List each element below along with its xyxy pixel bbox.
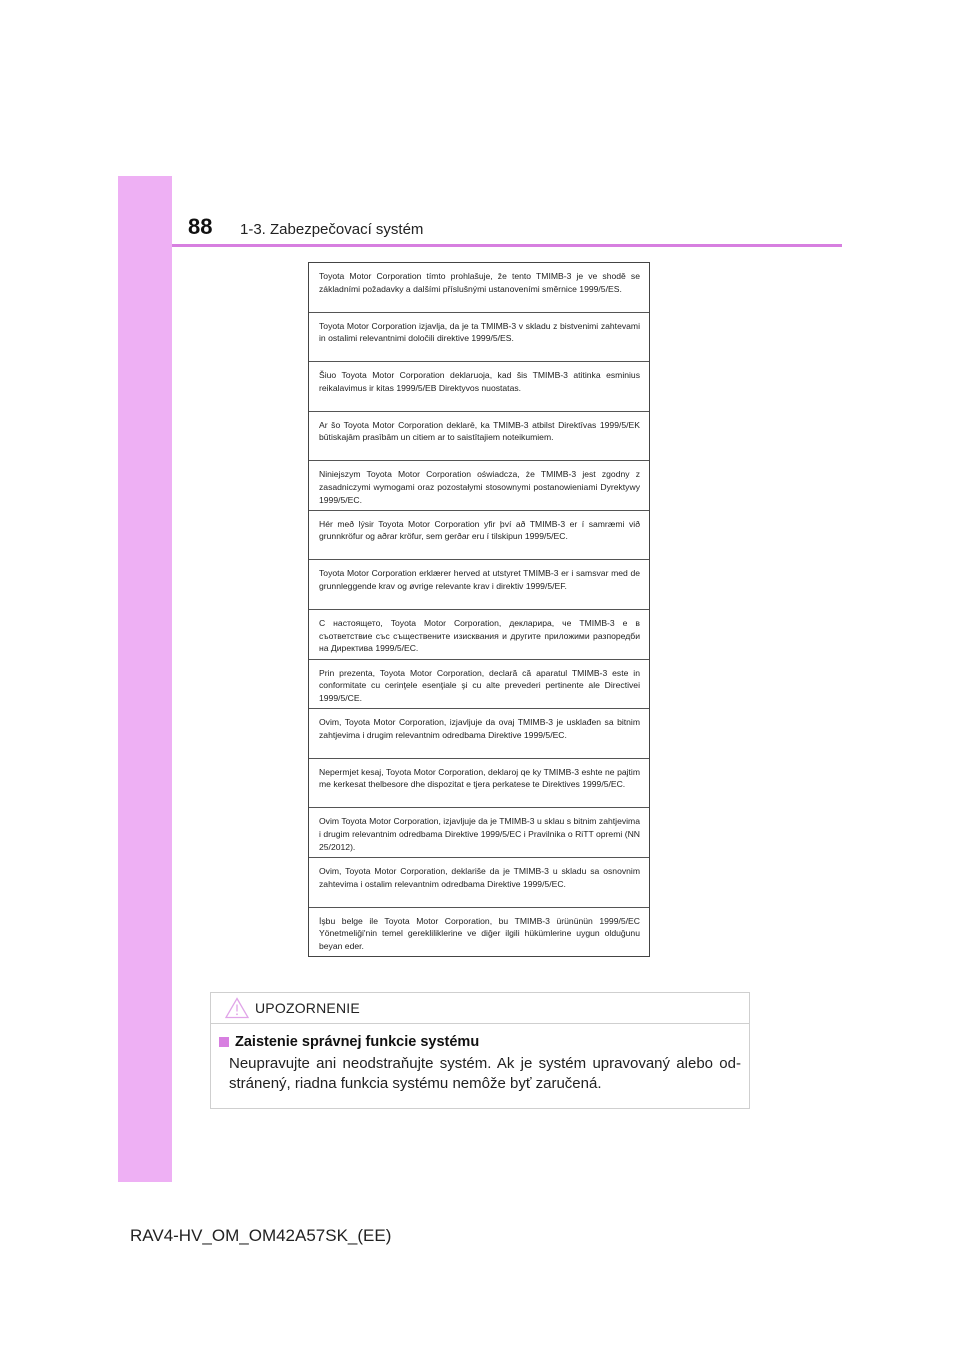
declaration-czech: Toyota Motor Corporation tímto prohlašuje, že tento TMIMB-3 je ve shodě se základními požadavky a dalšími příslušnými ustanoveními směrnice 1999/5/ES.	[309, 263, 649, 313]
header-rule	[172, 244, 842, 247]
declaration-bosnian: Ovim, Toyota Motor Corporation, izjavljuje da ovaj TMIMB-3 je usklađen sa bitnim zahtjevima i drugim relevantnim odredbama Direktive 1999/5/EC.	[309, 709, 649, 759]
declaration-romanian: Prin prezenta, Toyota Motor Corporation, declară că aparatul TMIMB-3 este in conformitate cu cerinţele esenţiale şi cu alte prevederi pertinente ale Directivei 1999/5/CE.	[309, 660, 649, 710]
declaration-serbian: Ovim, Toyota Motor Corporation, deklariše da je TMIMB-3 u skladu sa osnovnim zahtevima i ostalim relevantnim odredbama Direktive 1999/5/EC.	[309, 858, 649, 908]
warning-subheading-text: Zaistenie správnej funkcie systému	[235, 1034, 480, 1050]
declaration-bulgarian: С настоящето, Toyota Motor Corporation, декларира, че TMIMB-3 е в съответствие със съществените изисквания и другите приложими разпоредби на Директива 1999/5/ЕС.	[309, 610, 649, 660]
declaration-lithuanian: Šiuo Toyota Motor Corporation deklaruoja, kad šis TMIMB-3 atitinka esminius reikalavimus ir kitas 1999/5/EB Direktyvos nuostatas.	[309, 362, 649, 412]
page-number: 88	[188, 214, 213, 239]
warning-body	[211, 1024, 749, 1094]
declaration-latvian: Ar šo Toyota Motor Corporation deklarē, ka TMIMB-3 atbilst Direktīvas 1999/5/EK būtiskajām prasībām un citiem ar to saistītajiem noteikumiem.	[309, 412, 649, 462]
warning-title: UPOZORNENIE	[255, 1000, 360, 1016]
warning-text: Neupravujte ani neodstraňujte systém. Ak je systém upravovaný alebo od-stránený, riadna funkcia systému nemôže byť zaručená.	[229, 1055, 741, 1092]
square-bullet-icon	[219, 1037, 229, 1047]
side-tab-bar	[118, 176, 172, 1182]
declaration-icelandic: Hér með lýsir Toyota Motor Corporation yfir því að TMIMB-3 er í samræmi við grunnkröfur og aðrar kröfur, sem gerðar eru í tilskipun 1999/5/EC.	[309, 511, 649, 561]
warning-subheading	[219, 1034, 741, 1050]
section-title: 1-3. Zabezpečovací systém	[240, 221, 424, 238]
document-code: RAV4-HV_OM_OM42A57SK_(EE)	[130, 1226, 392, 1245]
warning-triangle-icon	[225, 997, 249, 1019]
declaration-norwegian: Toyota Motor Corporation erklærer herved at utstyret TMIMB-3 er i samsvar med de grunnleggende krav og øvrige relevante krav i direktiv 1999/5/EF.	[309, 560, 649, 610]
declaration-croatian: Ovim Toyota Motor Corporation, izjavljuje da je TMIMB-3 u sklau s bitnim zahtjevima i drugim relevantnim odredbama Direktive 1999/5/EC i Pravilnika o RiTT opremi (NN 25/2012).	[309, 808, 649, 858]
declaration-slovenian: Toyota Motor Corporation izjavlja, da je ta TMIMB-3 v skladu z bistvenimi zahtevami in ostalimi relevantnimi določili direktive 1999/5/ES.	[309, 313, 649, 363]
declaration-albanian: Nepermjet kesaj, Toyota Motor Corporation, deklaroj qe ky TMIMB-3 eshte ne pajtim me kerkesat thelbesore dhe dispozitat e tjera perkatese te Direktives 1999/5/EC.	[309, 759, 649, 809]
warning-header	[211, 993, 749, 1024]
declaration-table	[308, 262, 650, 957]
declaration-turkish: İşbu belge ile Toyota Motor Corporation, bu TMIMB-3 ürününün 1999/5/EC Yönetmeliği'nin temel gerekliliklerine ve diğer ilgili hükümlerine uygun olduğunu beyan eder.	[319, 915, 640, 951]
declaration-polish: Niniejszym Toyota Motor Corporation oświadcza, że TMIMB-3 jest zgodny z zasadniczymi wymogami oraz pozostałymi stosownymi postanowieniami Dyrektywy 1999/5/EC.	[309, 461, 649, 511]
warning-box	[210, 992, 750, 1109]
